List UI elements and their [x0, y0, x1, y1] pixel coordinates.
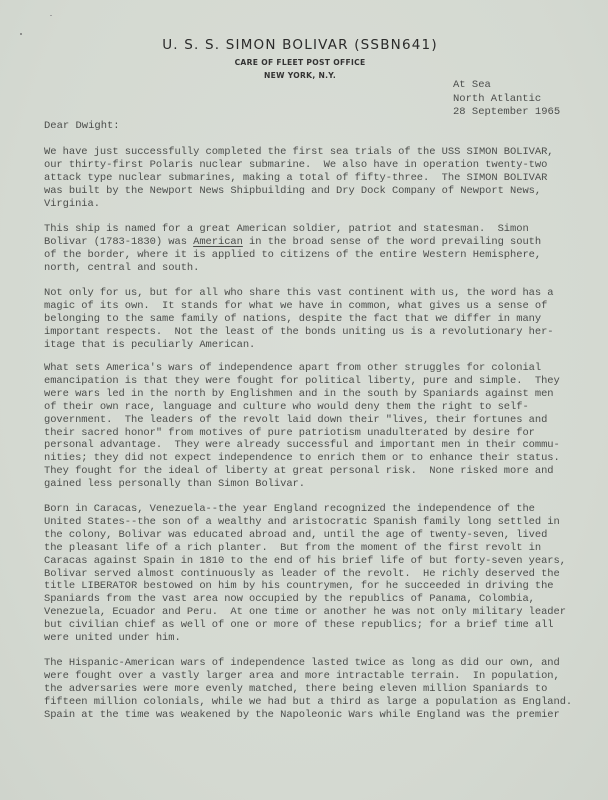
- paragraph-line: nities; they did not expect independence to enrich them or to enhance their status.: [44, 452, 560, 465]
- paragraph-line: north, central and south.: [44, 261, 200, 274]
- paragraph-5: [44, 503, 566, 645]
- paragraph-2: [44, 223, 541, 275]
- paragraph-line: itage that is peculiarly American.: [44, 338, 256, 351]
- paragraph-line: government. The leaders of the revolt laid down their "lives, their fortunes and: [44, 413, 548, 426]
- paragraph-3: [44, 287, 554, 352]
- paragraph-line-start: Bolivar (1783-1830) was: [44, 235, 194, 248]
- paragraph-line: personal advantage. They were already successful and important men in their commu-: [44, 439, 560, 452]
- letterhead-title: U. S. S. SIMON BOLIVAR (SSBN641): [162, 37, 438, 53]
- paragraph-line: was built by the Newport News Shipbuilding and Dry Dock Company of Newport News,: [44, 184, 542, 197]
- paragraph-line: We have just successfully completed the first sea trials of the USS SIMON BOLIVAR,: [44, 146, 554, 158]
- paragraph-line: Not only for us, but for all who share this vast continent with us, the word has a: [44, 287, 554, 299]
- paragraph-line: magic of its own. It stands for what we have in common, what gives us a sense of: [44, 299, 548, 312]
- paragraph-line: attack type nuclear submarines, making a total of fifty-three. The SIMON BOLIVAR: [44, 171, 548, 184]
- paragraph-line: but civilian chief as well of one or more of these republics; for a brief time all: [44, 619, 554, 632]
- paragraph-line: the adversaries were more evenly matched, there being eleven million Spaniards to: [44, 682, 548, 695]
- paragraph-line: were united under him.: [44, 632, 181, 645]
- paper-speck: [20, 33, 22, 35]
- paragraph-line: the colony, Bolivar was educated abroad and, until the age of twenty-seven, lived: [44, 528, 548, 541]
- underlined-word: American: [193, 235, 243, 248]
- dateline-region: North Atlantic: [453, 93, 542, 105]
- paragraph-1: [44, 146, 554, 211]
- paragraph-line: of their own race, language and culture who would deny them the right to self-: [44, 400, 529, 413]
- paragraph-line: were wars led in the north by Englishmen and in the south by Spaniards against men: [44, 387, 554, 400]
- paragraph-line: Venezuela, Ecuador and Peru. At one time or another he was not only military leader: [44, 606, 566, 619]
- paragraph-line: of the border, where it is applied to citizens of the entire Western Hemisphere,: [44, 248, 542, 261]
- paragraph-line: Bolivar served almost continuously as leader of the revolt. He richly deserved the: [44, 567, 560, 580]
- paragraph-line: What sets America's wars of independence apart from other struggles for colonial: [44, 362, 542, 374]
- paragraph-line: This ship is named for a great American soldier, patriot and statesman. Simon: [44, 223, 529, 235]
- paragraph-line: were fought over a vastly larger area and more intractable terrain. In population,: [44, 669, 560, 682]
- paragraph-4: [44, 362, 560, 491]
- paragraph-line: gained less personally than Simon Bolivar.: [44, 478, 305, 491]
- dateline-date: 28 September 1965: [453, 106, 561, 118]
- paragraph-line: Spain at the time was weakened by the Napoleonic Wars while England was the premier: [44, 708, 560, 721]
- paragraph-line: Caracas against Spain in 1810 to the end of his brief life of but forty-seven years,: [44, 554, 566, 567]
- paragraph-line: emancipation is that they were fought for political liberty, pure and simple. They: [44, 374, 560, 387]
- paragraph-line: our thirty-first Polaris nuclear submarine. We also have in operation twenty-two: [44, 158, 548, 171]
- paragraph-line: title LIBERATOR bestowed on him by his countrymen, for he succeeded in driving the: [44, 580, 554, 593]
- paragraph-line: their sacred honor" from motives of pure patriotism unadulterated by desire for: [44, 426, 535, 439]
- salutation: Dear Dwight:: [44, 120, 120, 132]
- paragraph-line: important respects. Not the least of the bonds uniting us is a revolutionary her-: [44, 325, 554, 338]
- dateline-location: At Sea: [453, 79, 491, 91]
- paragraph-line: [44, 236, 541, 249]
- letterhead-address-line1: CARE OF FLEET POST OFFICE: [234, 58, 366, 67]
- paragraph-line: belonging to the same family of nations, despite the fact that we differ in many: [44, 312, 542, 325]
- paragraph-line: Virginia.: [44, 197, 100, 210]
- paragraph-line: The Hispanic-American wars of independence lasted twice as long as did our own, and: [44, 657, 560, 669]
- paper-speck: [50, 15, 52, 16]
- paragraph-line: fifteen million colonials, while we had but a third as large a population as England.: [44, 695, 573, 708]
- paragraph-line: Spaniards from the vast area now occupied by the republics of Panama, Colombia,: [44, 593, 535, 606]
- letterhead-address-line2: NEW YORK, N.Y.: [263, 71, 337, 80]
- paragraph-6: [44, 657, 572, 722]
- paragraph-line: United States--the son of a wealthy and aristocratic Spanish family long settled in: [44, 515, 560, 528]
- paragraph-line: Born in Caracas, Venezuela--the year England recognized the independence of the: [44, 503, 535, 515]
- paragraph-line-rest: in the broad sense of the word prevailing south: [242, 235, 542, 248]
- paragraph-line: the pleasant life of a rich planter. But from the moment of the first revolt in: [44, 541, 542, 554]
- paragraph-line: They fought for the ideal of liberty at great personal risk. None risked more and: [44, 465, 554, 478]
